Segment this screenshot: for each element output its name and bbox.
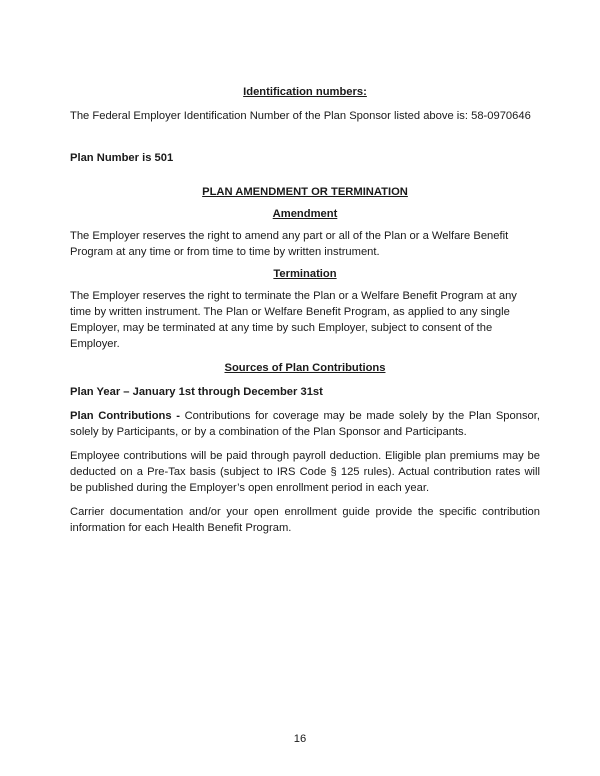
- fein-paragraph: The Federal Employer Identification Number of the Plan Sponsor listed above is: 58-0970646: [70, 110, 531, 122]
- plan-year: Plan Year – January 1st through December 31st: [70, 386, 323, 398]
- carrier-documentation-paragraph: Carrier documentation and/or your open enrollment guide provide the specific contribution information for each Health Benefit Program.: [70, 506, 540, 534]
- termination-paragraph: The Employer reserves the right to terminate the Plan or a Welfare Benefit Program at any time by written instrument. The Plan or Welfare Benefit Program, as applied to any single Employer, may be terminated at any time by such Employer, subject to consent of the Employer.: [70, 290, 517, 350]
- amendment-heading: Amendment: [272, 208, 338, 220]
- plan-number: Plan Number is 501: [70, 152, 174, 164]
- plan-contributions-paragraph: [70, 408, 540, 440]
- plan-contributions-text: Contributions for coverage may be made solely by the Plan Sponsor, solely by Participants, or by a combination of the Plan Sponsor and Participants.: [70, 410, 540, 438]
- termination-heading: Termination: [273, 268, 337, 280]
- sources-of-contributions-heading: Sources of Plan Contributions: [224, 362, 386, 374]
- amendment-termination-heading: PLAN AMENDMENT OR TERMINATION: [202, 186, 408, 198]
- document-body: [70, 84, 540, 536]
- amendment-paragraph: The Employer reserves the right to amend any part or all of the Plan or a Welfare Benefit Program at any time or from time to time by written instrument.: [70, 230, 509, 258]
- employee-contributions-paragraph: Employee contributions will be paid through payroll deduction. Eligible plan premiums may be deducted on a Pre-Tax basis (subject to IRS Code § 125 rules). Actual contribution rates will be published during the Employer’s open enrollment period in each year.: [70, 450, 540, 494]
- page-number: 16: [293, 733, 307, 745]
- identification-heading: Identification numbers:: [243, 86, 367, 98]
- plan-contributions-label: Plan Contributions -: [70, 410, 180, 422]
